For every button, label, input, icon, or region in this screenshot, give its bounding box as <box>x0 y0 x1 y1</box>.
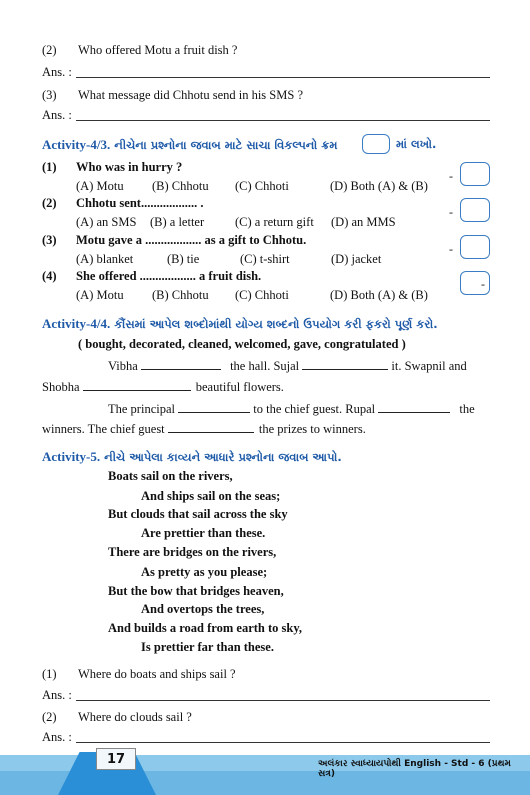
ans-label: Ans. : <box>42 65 72 79</box>
answer-line[interactable] <box>76 742 490 743</box>
activity-4-3-title <box>42 137 338 153</box>
poem-line: There are bridges on the rivers, <box>108 545 277 559</box>
box-dash: - <box>481 277 485 291</box>
activity-instruction-end: માં લખો. <box>396 137 437 151</box>
mcq-number: (4) <box>42 269 57 283</box>
activity-instruction: કૌંસમાં આપેલ શબ્દોમાંથી યોગ્ય શબ્દનો ઉપયોગ કરી ફકરો પૂર્ણ કરો. <box>114 317 438 331</box>
ans-label: Ans. : <box>42 108 72 122</box>
answer-box[interactable] <box>460 162 490 186</box>
mcq-question: She offered .................. a fruit dish. <box>76 269 262 283</box>
paragraph-text: it. Swapnil and <box>391 359 467 373</box>
paragraph-line-1 <box>108 359 467 374</box>
answer-box[interactable] <box>460 271 490 295</box>
paragraph-text: the prizes to winners. <box>258 422 366 436</box>
paragraph-text: to the chief guest. Rupal <box>253 402 376 416</box>
box-dash: - <box>449 242 453 256</box>
fill-blank[interactable] <box>168 422 254 433</box>
question-number: (2) <box>42 43 57 57</box>
question-text: Who offered Motu a fruit dish ? <box>78 43 238 57</box>
activity-label: Activity-4/4. <box>42 316 111 331</box>
instruction-answer-box-icon <box>362 134 390 154</box>
mcq-option: (A) blanket <box>76 252 134 266</box>
box-dash: - <box>449 205 453 219</box>
activity-4-4-title <box>42 316 438 332</box>
question-text: What message did Chhotu send in his SMS ? <box>78 88 303 102</box>
mcq-option: (A) Motu <box>76 179 124 193</box>
word-bank: ( bought, decorated, cleaned, welcomed, gave, congratulated ) <box>78 337 406 351</box>
paragraph-text: the hall. Sujal <box>230 359 300 373</box>
fill-blank[interactable] <box>178 402 250 413</box>
ans-label: Ans. : <box>42 730 72 744</box>
mcq-option: (C) t-shirt <box>240 252 290 266</box>
question-number: (1) <box>42 667 57 681</box>
paragraph-line-4 <box>42 422 366 437</box>
mcq-option: (C) Chhoti <box>235 288 289 302</box>
paragraph-text: The principal <box>108 402 175 416</box>
mcq-number: (2) <box>42 196 57 210</box>
answer-box[interactable] <box>460 198 490 222</box>
mcq-option: (B) tie <box>167 252 200 266</box>
mcq-option: (A) an SMS <box>76 215 137 229</box>
activity-instruction: નીચેના પ્રશ્નોના જવાબ માટે સાચા વિકલ્પનો ક્રમ <box>114 138 338 152</box>
mcq-option: (C) Chhoti <box>235 179 289 193</box>
paragraph-text: winners. The chief guest <box>42 422 165 436</box>
poem-line: As pretty as you please; <box>141 565 268 579</box>
mcq-option: (B) Chhotu <box>152 288 209 302</box>
poem-line: Is prettier far than these. <box>141 640 274 654</box>
fill-blank[interactable] <box>378 402 450 413</box>
paragraph-text: beautiful flowers. <box>195 380 284 394</box>
mcq-option: (C) a return gift <box>235 215 314 229</box>
activity-label: Activity-4/3. <box>42 137 111 152</box>
activity-instruction: નીચે આપેલા કાવ્યને આધારે પ્રશ્નોના જવાબ આપો. <box>104 450 342 464</box>
mcq-option: (B) a letter <box>150 215 205 229</box>
activity-5-title <box>42 449 342 465</box>
page-number: 17 <box>96 748 136 770</box>
poem-line: And ships sail on the seas; <box>141 489 281 503</box>
mcq-option: (D) jacket <box>331 252 382 266</box>
mcq-number: (1) <box>42 160 57 174</box>
book-title: અલંકાર સ્વાધ્યાયપોથી English - Std - 6 (પ્રથમ સત્ર) <box>318 759 511 779</box>
question-text: Where do boats and ships sail ? <box>78 667 236 681</box>
poem-line: Boats sail on the rivers, <box>108 469 233 483</box>
question-number: (3) <box>42 88 57 102</box>
mcq-option: (D) Both (A) & (B) <box>330 179 428 193</box>
fill-blank[interactable] <box>83 380 191 391</box>
mcq-question: Who was in hurry ? <box>76 160 183 174</box>
paragraph-line-2 <box>42 380 284 395</box>
activity-label: Activity-5. <box>42 449 101 464</box>
answer-line[interactable] <box>76 120 490 121</box>
mcq-number: (3) <box>42 233 57 247</box>
poem-line: Are prettier than these. <box>141 526 266 540</box>
poem-line: And builds a road from earth to sky, <box>108 621 303 635</box>
answer-box[interactable] <box>460 235 490 259</box>
mcq-question: Chhotu sent.................. . <box>76 196 204 210</box>
box-dash: - <box>449 169 453 183</box>
question-text: Where do clouds sail ? <box>78 710 192 724</box>
mcq-question: Motu gave a .................. as a gift to Chhotu. <box>76 233 307 247</box>
poem-line: But clouds that sail across the sky <box>108 507 288 521</box>
paragraph-text: Shobha <box>42 380 80 394</box>
fill-blank[interactable] <box>302 359 388 370</box>
mcq-option: (B) Chhotu <box>152 179 209 193</box>
mcq-option: (D) an MMS <box>331 215 396 229</box>
question-number: (2) <box>42 710 57 724</box>
paragraph-text: Vibha <box>108 359 138 373</box>
ans-label: Ans. : <box>42 688 72 702</box>
answer-line[interactable] <box>76 700 490 701</box>
mcq-option: (A) Motu <box>76 288 124 302</box>
poem-line: But the bow that bridges heaven, <box>108 584 284 598</box>
mcq-option: (D) Both (A) & (B) <box>330 288 428 302</box>
answer-line[interactable] <box>76 77 490 78</box>
poem-line: And overtops the trees, <box>141 602 265 616</box>
paragraph-text: the <box>459 402 475 416</box>
paragraph-line-3 <box>108 402 475 417</box>
fill-blank[interactable] <box>141 359 221 370</box>
